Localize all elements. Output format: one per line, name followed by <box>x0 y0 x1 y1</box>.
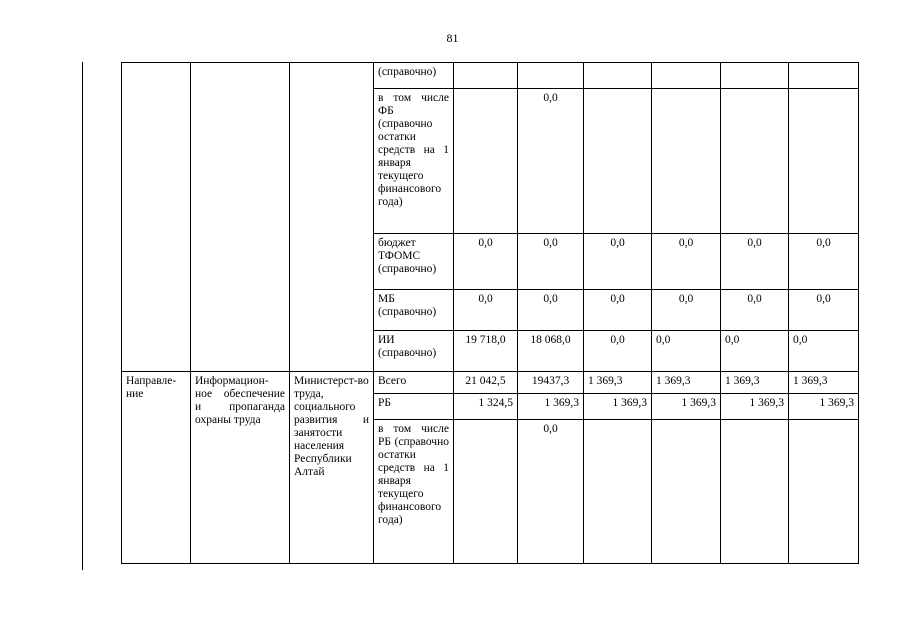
value-cell: 0,0 <box>652 290 721 331</box>
value-cell: 0,0 <box>721 234 789 290</box>
value-cell <box>789 63 859 89</box>
value-cell <box>721 420 789 564</box>
value-cell: 0,0 <box>584 234 652 290</box>
value-cell <box>652 89 721 234</box>
value-cell: 0,0 <box>652 234 721 290</box>
value-cell <box>454 63 518 89</box>
value-cell: 21 042,5 <box>454 372 518 394</box>
value-cell <box>789 420 859 564</box>
value-cell: 1 369,3 <box>584 372 652 394</box>
value-cell <box>518 63 584 89</box>
value-cell: 1 369,3 <box>789 394 859 420</box>
value-cell: 1 369,3 <box>721 394 789 420</box>
budget-table <box>121 62 859 564</box>
value-cell <box>789 89 859 234</box>
continued-type-cell <box>122 63 191 372</box>
value-cell <box>652 420 721 564</box>
funding-source-cell: бюджет ТФОМС (справочно) <box>374 234 454 290</box>
funding-source-cell: МБ (справочно) <box>374 290 454 331</box>
value-cell: 1 369,3 <box>789 372 859 394</box>
value-cell: 0,0 <box>652 331 721 372</box>
value-cell: 0,0 <box>721 290 789 331</box>
value-cell: 1 369,3 <box>584 394 652 420</box>
continued-name-cell <box>191 63 290 372</box>
value-cell <box>652 63 721 89</box>
left-margin-rule <box>82 62 83 570</box>
value-cell: 1 369,3 <box>652 372 721 394</box>
value-cell <box>721 89 789 234</box>
value-cell <box>721 63 789 89</box>
value-cell: 19437,3 <box>518 372 584 394</box>
executor-cell: Министерст-во труда, социального развития и занятости населения Республики Алтай <box>290 372 374 564</box>
value-cell <box>584 63 652 89</box>
value-cell <box>454 420 518 564</box>
value-cell <box>584 420 652 564</box>
value-cell <box>454 89 518 234</box>
value-cell: 18 068,0 <box>518 331 584 372</box>
value-cell: 1 369,3 <box>652 394 721 420</box>
funding-source-cell: в том числе РБ (справочно остатки средств на 1 января текущего финансового года) <box>374 420 454 564</box>
value-cell: 0,0 <box>789 234 859 290</box>
value-cell: 0,0 <box>789 331 859 372</box>
direction-type-cell: Направле-ние <box>122 372 191 564</box>
value-cell: 0,0 <box>518 290 584 331</box>
value-cell: 0,0 <box>584 331 652 372</box>
funding-source-cell: РБ <box>374 394 454 420</box>
continued-executor-cell <box>290 63 374 372</box>
value-cell: 1 369,3 <box>518 394 584 420</box>
value-cell: 0,0 <box>518 89 584 234</box>
table-row <box>122 372 859 394</box>
value-cell: 0,0 <box>454 290 518 331</box>
value-cell <box>584 89 652 234</box>
value-cell: 0,0 <box>454 234 518 290</box>
value-cell: 1 369,3 <box>721 372 789 394</box>
value-cell: 0,0 <box>518 420 584 564</box>
funding-source-cell: в том числе ФБ (справочно остатки средств на 1 января текущего финансового года) <box>374 89 454 234</box>
value-cell: 0,0 <box>721 331 789 372</box>
funding-source-cell: (справочно) <box>374 63 454 89</box>
value-cell: 0,0 <box>584 290 652 331</box>
value-cell: 0,0 <box>518 234 584 290</box>
funding-source-cell: Всего <box>374 372 454 394</box>
value-cell: 19 718,0 <box>454 331 518 372</box>
value-cell: 1 324,5 <box>454 394 518 420</box>
value-cell: 0,0 <box>789 290 859 331</box>
table-row <box>122 63 859 89</box>
direction-name-cell: Информацион-ное обеспечение и пропаганда охраны труда <box>191 372 290 564</box>
page-number: 81 <box>446 31 459 45</box>
funding-source-cell: ИИ (справочно) <box>374 331 454 372</box>
